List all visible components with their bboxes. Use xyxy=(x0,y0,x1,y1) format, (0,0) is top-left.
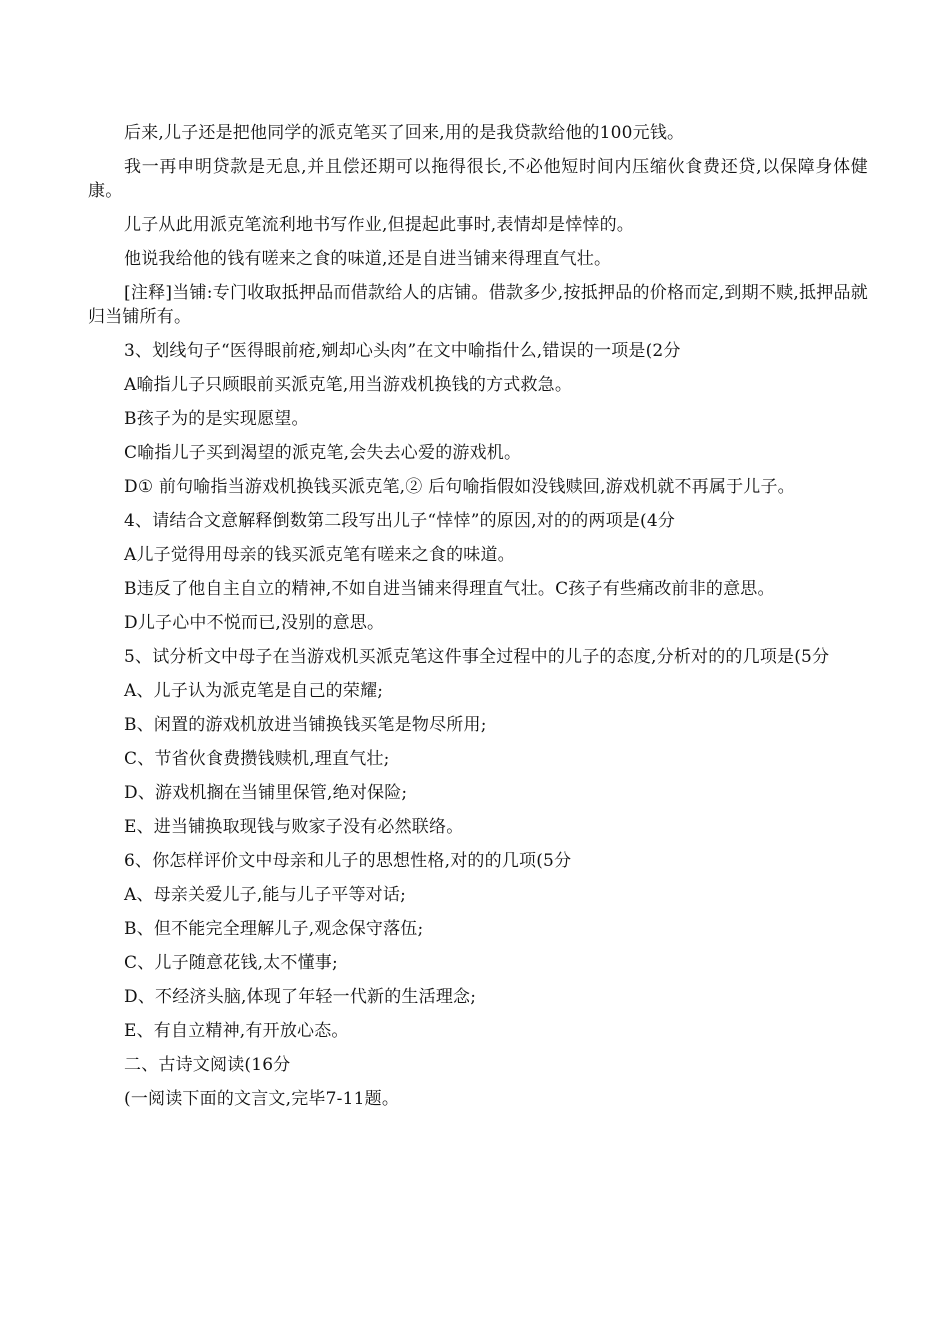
question-3-option-d: D① 前句喻指当游戏机换钱买派克笔,② 后句喻指假如没钱赎回,游戏机就不再属于儿子。 xyxy=(124,477,795,497)
question-6: 6、你怎样评价文中母亲和儿子的思想性格,对的的几项(5分 xyxy=(124,851,572,871)
document-page xyxy=(88,121,868,1121)
question-4-option-a: A儿子觉得用母亲的钱买派克笔有嗟来之食的味道。 xyxy=(124,545,515,565)
question-5: 5、试分析文中母子在当游戏机买派克笔这件事全过程中的儿子的态度,分析对的的几项是(5分 xyxy=(124,647,830,667)
question-6-option-e: E、有自立精神,有开放心态。 xyxy=(124,1021,349,1041)
section-instruction: (一阅读下面的文言文,完毕7-11题。 xyxy=(124,1089,400,1109)
question-4: 4、请结合文意解释倒数第二段写出儿子“悻悻”的原因,对的的两项是(4分 xyxy=(124,511,676,531)
paragraph-2: 我一再申明贷款是无息,并且偿还期可以拖得很长,不必他短时间内压缩伙食费还贷,以保障身体健康。 xyxy=(88,157,868,201)
question-3-option-a: A喻指儿子只顾眼前买派克笔,用当游戏机换钱的方式救急。 xyxy=(124,375,573,395)
question-5-option-c: C、节省伙食费攒钱赎机,理直气壮; xyxy=(124,749,390,769)
question-4-option-b-c: B违反了他自主自立的精神,不如自进当铺来得理直气壮。C孩子有些痛改前非的意思。 xyxy=(124,579,775,599)
question-3: 3、划线句子“医得眼前疮,剜却心头肉”在文中喻指什么,错误的一项是(2分 xyxy=(124,341,681,361)
question-6-option-b: B、但不能完全理解儿子,观念保守落伍; xyxy=(124,919,424,939)
question-6-option-d: D、不经济头脑,体现了年轻一代新的生活理念; xyxy=(124,987,477,1007)
question-5-option-e: E、进当铺换取现钱与败家子没有必然联络。 xyxy=(124,817,464,837)
question-5-option-a: A、儿子认为派克笔是自己的荣耀; xyxy=(124,681,384,701)
annotation-note: [注释]当铺:专门收取抵押品而借款给人的店铺。借款多少,按抵押品的价格而定,到期不赎,抵押品就归当铺所有。 xyxy=(88,283,868,327)
question-3-option-b: B孩子为的是实现愿望。 xyxy=(124,409,309,429)
paragraph-1: 后来,儿子还是把他同学的派克笔买了回来,用的是我贷款给他的100元钱。 xyxy=(124,123,685,143)
paragraph-3: 儿子从此用派克笔流利地书写作业,但提起此事时,表情却是悻悻的。 xyxy=(124,215,635,235)
question-4-option-d: D儿子心中不悦而已,没别的意思。 xyxy=(124,613,385,633)
question-6-option-a: A、母亲关爱儿子,能与儿子平等对话; xyxy=(124,885,407,905)
paragraph-4: 他说我给他的钱有嗟来之食的味道,还是自进当铺来得理直气壮。 xyxy=(124,249,612,269)
question-3-option-c: C喻指儿子买到渴望的派克笔,会失去心爱的游戏机。 xyxy=(124,443,522,463)
question-6-option-c: C、儿子随意花钱,太不懂事; xyxy=(124,953,338,973)
question-5-option-b: B、闲置的游戏机放进当铺换钱买笔是物尽所用; xyxy=(124,715,487,735)
section-heading: 二、古诗文阅读(16分 xyxy=(124,1055,291,1075)
question-5-option-d: D、游戏机搁在当铺里保管,绝对保险; xyxy=(124,783,408,803)
